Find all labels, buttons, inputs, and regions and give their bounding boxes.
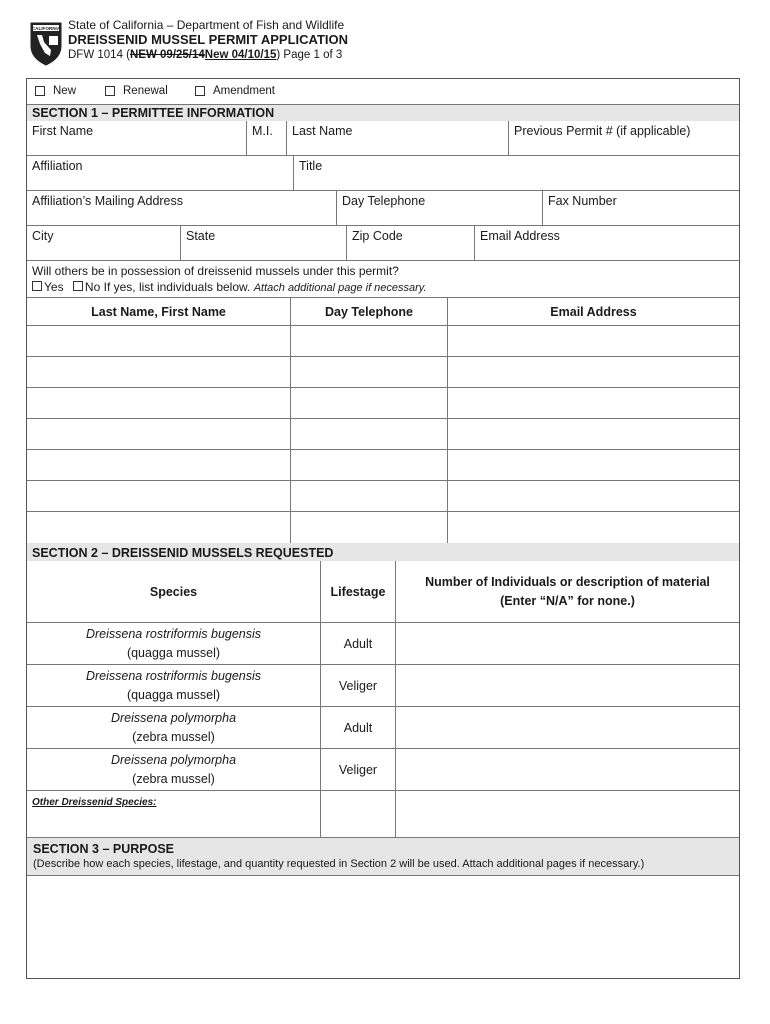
email-input[interactable]	[448, 388, 739, 418]
name-input[interactable]	[27, 357, 291, 387]
col-species: Species	[27, 561, 321, 622]
table-row	[27, 357, 739, 388]
section3-header: SECTION 3 – PURPOSE (Describe how each species, lifestage, and quantity requested in Section 2 will be used. Attach additional pages if necessary.)	[27, 838, 739, 876]
email-input[interactable]	[448, 481, 739, 511]
species-row	[27, 707, 739, 749]
email-input[interactable]	[448, 357, 739, 387]
permit-form	[26, 78, 740, 979]
email-input[interactable]	[448, 450, 739, 480]
first-name-field[interactable]: First Name	[27, 121, 247, 155]
day-telephone-input[interactable]	[291, 326, 448, 356]
zip-code-field[interactable]: Zip Code	[347, 226, 475, 260]
checkbox-new[interactable]: New	[35, 85, 76, 97]
name-input[interactable]	[27, 481, 291, 511]
previous-permit-field[interactable]: Previous Permit # (if applicable)	[514, 124, 691, 138]
lifestage: Adult	[321, 623, 396, 664]
day-telephone-input[interactable]	[291, 450, 448, 480]
species-name: Dreissena rostriformis bugensis (quagga mussel)	[27, 623, 321, 664]
cdfw-logo-icon	[28, 20, 64, 66]
section1-header: SECTION 1 – PERMITTEE INFORMATION	[27, 105, 739, 121]
last-name-field[interactable]: Last Name	[287, 121, 509, 155]
day-telephone-input[interactable]	[291, 512, 448, 543]
checkbox-icon[interactable]	[105, 86, 115, 96]
name-input[interactable]	[27, 512, 291, 543]
day-telephone-field[interactable]: Day Telephone	[337, 191, 543, 225]
mi-field[interactable]: M.I.	[247, 121, 287, 155]
city-field[interactable]: City	[27, 226, 181, 260]
others-question-row	[27, 261, 739, 298]
other-number-field[interactable]	[396, 791, 739, 837]
number-input[interactable]	[396, 707, 739, 748]
col-email: Email Address	[550, 304, 637, 319]
col-name: Last Name, First Name	[27, 298, 291, 325]
name-input[interactable]	[27, 388, 291, 418]
address-row	[27, 191, 739, 226]
species-name: Dreissena polymorpha (zebra mussel)	[27, 707, 321, 748]
number-input[interactable]	[396, 749, 739, 790]
species-row	[27, 665, 739, 707]
number-input[interactable]	[396, 665, 739, 706]
name-input[interactable]	[27, 419, 291, 449]
purpose-text-area[interactable]	[27, 876, 739, 978]
lifestage: Veliger	[321, 665, 396, 706]
affiliation-field[interactable]: Affiliation	[27, 156, 294, 190]
checkbox-icon[interactable]	[195, 86, 205, 96]
others-answer: Yes No If yes, list individuals below. Attach additional page if necessary.	[32, 279, 734, 296]
section2-header: SECTION 2 – DREISSENID MUSSELS REQUESTED	[27, 543, 739, 561]
table-row	[27, 419, 739, 450]
individuals-table-header	[27, 298, 739, 326]
col-lifestage: Lifestage	[321, 561, 396, 622]
name-input[interactable]	[27, 450, 291, 480]
table-row	[27, 512, 739, 543]
other-species-field[interactable]: Other Dreissenid Species:	[27, 791, 321, 837]
state-field[interactable]: State	[181, 226, 347, 260]
individuals-table-body	[27, 326, 739, 543]
checkbox-amendment[interactable]: Amendment	[195, 85, 275, 97]
species-row	[27, 749, 739, 791]
lifestage: Adult	[321, 707, 396, 748]
affiliation-row	[27, 156, 739, 191]
other-lifestage-field[interactable]	[321, 791, 396, 837]
name-row	[27, 121, 739, 156]
form-header	[28, 18, 748, 74]
day-telephone-input[interactable]	[291, 388, 448, 418]
day-telephone-input[interactable]	[291, 357, 448, 387]
col-number: Number of Individuals or description of material (Enter “N/A” for none.)	[425, 574, 710, 608]
email-input[interactable]	[448, 419, 739, 449]
col-day-telephone: Day Telephone	[291, 298, 448, 325]
lifestage: Veliger	[321, 749, 396, 790]
form-title: DREISSENID MUSSEL PERMIT APPLICATION	[68, 32, 349, 47]
table-row	[27, 388, 739, 419]
checkbox-yes[interactable]	[32, 281, 42, 291]
name-input[interactable]	[27, 326, 291, 356]
city-row	[27, 226, 739, 261]
application-type-row	[27, 79, 739, 105]
other-species-row	[27, 791, 739, 838]
agency-name: State of California – Department of Fish and Wildlife	[68, 18, 345, 32]
species-table-header	[27, 561, 739, 623]
day-telephone-input[interactable]	[291, 481, 448, 511]
title-field[interactable]: Title	[299, 159, 323, 173]
number-input[interactable]	[396, 623, 739, 664]
fax-number-field[interactable]: Fax Number	[548, 194, 617, 208]
email-input[interactable]	[448, 512, 739, 543]
table-row	[27, 450, 739, 481]
species-row	[27, 623, 739, 665]
checkbox-no[interactable]	[73, 281, 83, 291]
mailing-address-field[interactable]: Affiliation’s Mailing Address	[27, 191, 337, 225]
others-question: Will others be in possession of dreissenid mussels under this permit?	[32, 264, 399, 278]
table-row	[27, 481, 739, 512]
email-address-field[interactable]: Email Address	[480, 229, 560, 243]
email-input[interactable]	[448, 326, 739, 356]
svg-text:CALIFORNIA: CALIFORNIA	[31, 26, 61, 31]
checkbox-icon[interactable]	[35, 86, 45, 96]
checkbox-renewal[interactable]: Renewal	[105, 85, 168, 97]
table-row	[27, 326, 739, 357]
day-telephone-input[interactable]	[291, 419, 448, 449]
form-number: DFW 1014 (NEW 09/25/14New 04/10/15) Page 1 of 3	[68, 49, 343, 61]
species-name: Dreissena polymorpha (zebra mussel)	[27, 749, 321, 790]
species-name: Dreissena rostriformis bugensis (quagga mussel)	[27, 665, 321, 706]
